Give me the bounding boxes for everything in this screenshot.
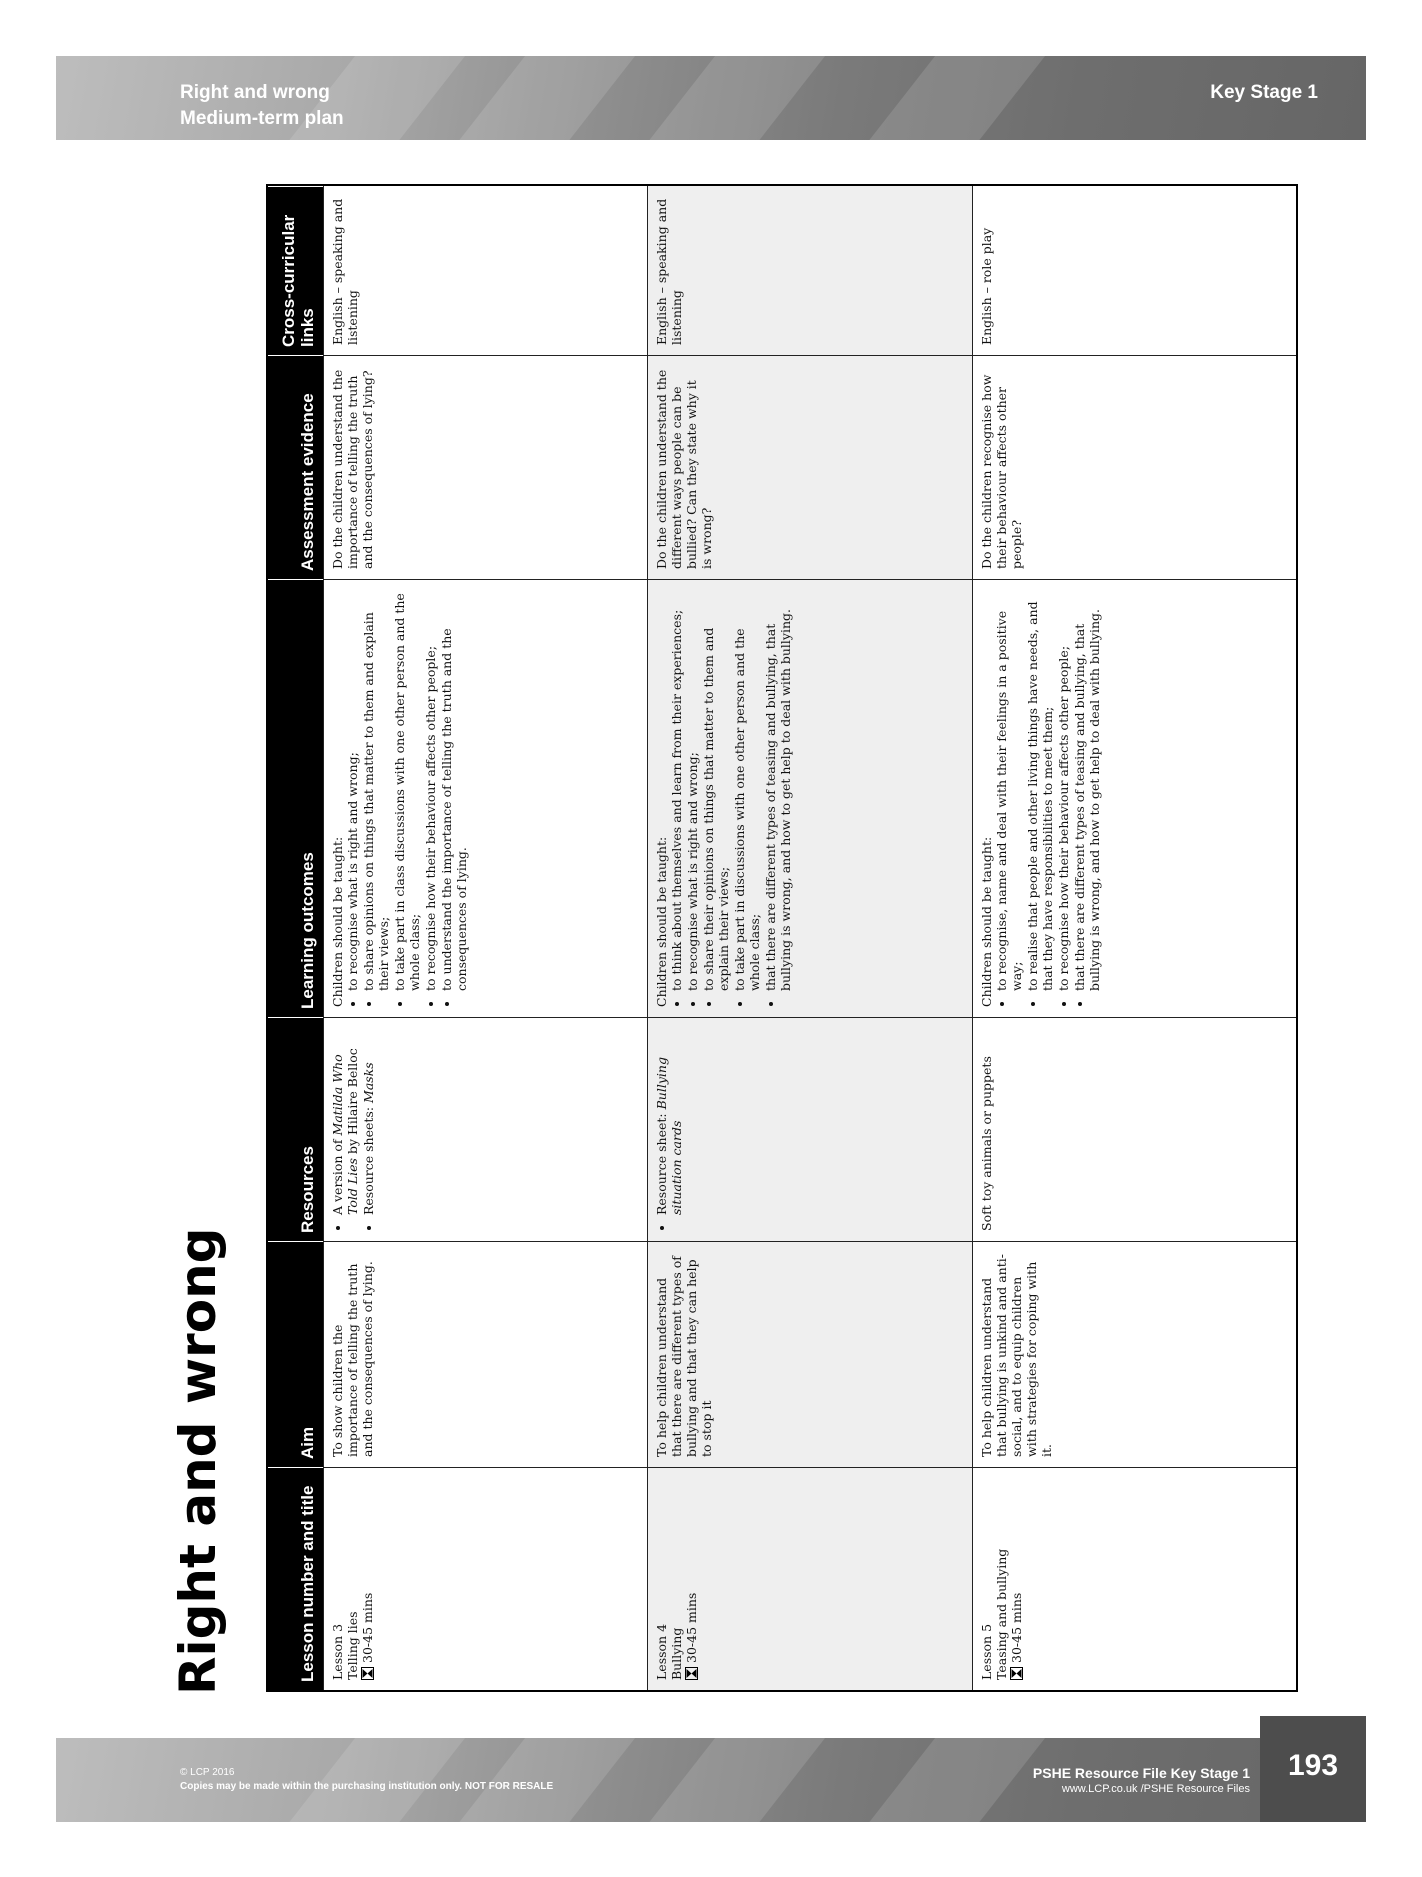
outcome-item: • that there are different types of teasing and bullying, that bullying is wrong, and how to get help to deal with bullying. bbox=[763, 590, 793, 991]
outcome-item: • to understand the importance of telling the truth and the consequences of lying. bbox=[439, 590, 469, 991]
duration-text: 30-45 mins bbox=[360, 1592, 375, 1663]
outcomes-intro: Children should be taught: bbox=[654, 836, 670, 1007]
column-header-lesson: Lesson number and title bbox=[268, 1467, 323, 1690]
outcome-item: • to share their opinions on things that matter to them and explain their views; bbox=[701, 590, 731, 991]
outcome-item: • to recognise how their behaviour affects other people; bbox=[423, 590, 438, 991]
aim-cell: To help children understand that there are different types of bullying and that they can help to stop it bbox=[647, 1241, 971, 1467]
resources-cell bbox=[647, 1017, 971, 1241]
outcome-item: • to take part in class discussions with one other person and the whole class; bbox=[392, 590, 422, 991]
outcome-item: • to share opinions on things that matter to them and explain their views; bbox=[361, 590, 391, 991]
copyright-text: © LCP 2016 bbox=[180, 1767, 235, 1778]
column-header-cross-curricular-links: Cross-curricular links bbox=[268, 186, 323, 355]
column-header-assessment-evidence: Assessment evidence bbox=[268, 355, 323, 579]
duration-text: 30-45 mins bbox=[1008, 1592, 1024, 1663]
resource-item: • Resource sheet: Bullying situation cards bbox=[654, 1028, 684, 1215]
outcomes-intro: Children should be taught: bbox=[978, 836, 994, 1007]
links-cell: English – speaking and listening bbox=[323, 186, 647, 355]
lesson-duration bbox=[360, 1478, 375, 1680]
column-header-learning-outcomes: Learning outcomes bbox=[268, 579, 323, 1017]
outcome-item: • to recognise how their behaviour affects other people; bbox=[1056, 590, 1071, 991]
outcome-item: • to realise that people and other living things have needs, and that they have responsibilities to meet them; bbox=[1025, 590, 1055, 991]
header-key-stage: Key Stage 1 bbox=[1210, 82, 1318, 103]
publication-title: PSHE Resource File Key Stage 1 bbox=[1032, 1765, 1250, 1781]
outcome-item: • to recognise what is right and wrong; bbox=[685, 590, 700, 991]
outcome-item: • to think about themselves and learn from their experiences; bbox=[669, 590, 684, 991]
column-header-aim: Aim bbox=[268, 1241, 323, 1467]
resources-cell bbox=[323, 1017, 647, 1241]
resources-cell: Soft toy animals or puppets bbox=[972, 1017, 1296, 1241]
lesson-title: Telling lies bbox=[345, 1611, 360, 1680]
lesson-duration bbox=[1009, 1478, 1024, 1680]
duration-text: 30-45 mins bbox=[684, 1592, 700, 1663]
learning-outcomes-cell bbox=[972, 579, 1296, 1017]
lesson-duration bbox=[684, 1478, 699, 1680]
page-title: Right and wrong bbox=[169, 1227, 227, 1695]
page-number: 193 bbox=[1260, 1716, 1366, 1822]
lesson-number: Lesson 4 bbox=[654, 1623, 670, 1680]
resource-item: • Resource sheets: Masks bbox=[361, 1028, 376, 1215]
lesson-cell bbox=[647, 1467, 971, 1690]
links-cell: English – role play bbox=[972, 186, 1296, 355]
lesson-title: Bullying bbox=[669, 1627, 685, 1680]
aim-cell: To help children understand that bullying is unkind and anti-social, and to equip children with strategies for coping with it. bbox=[972, 1241, 1296, 1467]
hourglass-icon bbox=[1010, 1667, 1023, 1680]
medium-term-plan-table bbox=[266, 184, 1298, 1692]
outcome-item: • to take part in discussions with one other person and the whole class; bbox=[732, 590, 762, 991]
publication-url: www.LCP.co.uk /PSHE Resource Files bbox=[1061, 1783, 1250, 1795]
assessment-cell: Do the children understand the importance of telling the truth and the consequences of lying? bbox=[323, 355, 647, 579]
lesson-cell bbox=[323, 1467, 647, 1690]
lesson-cell bbox=[972, 1467, 1296, 1690]
copy-notice: Copies may be made within the purchasing institution only. NOT FOR RESALE bbox=[180, 1781, 554, 1792]
hourglass-icon bbox=[361, 1667, 374, 1680]
footer-copyright-block bbox=[180, 1766, 553, 1794]
header-title-line2: Medium-term plan bbox=[180, 108, 344, 129]
header-title bbox=[180, 80, 344, 132]
footer-publication-block bbox=[1033, 1764, 1250, 1796]
assessment-cell: Do the children recognise how their behaviour affects other people? bbox=[972, 355, 1296, 579]
outcome-item: • to recognise what is right and wrong; bbox=[345, 590, 360, 991]
links-cell: English – speaking and listening bbox=[647, 186, 971, 355]
lesson-number: Lesson 5 bbox=[978, 1623, 994, 1680]
aim-cell: To show children the importance of telling the truth and the consequences of lying. bbox=[323, 1241, 647, 1467]
lesson-title: Teasing and bullying bbox=[993, 1548, 1009, 1680]
rotated-page-content bbox=[170, 180, 1300, 1700]
outcomes-intro: Children should be taught: bbox=[330, 836, 345, 1007]
learning-outcomes-cell bbox=[323, 579, 647, 1017]
outcome-item: • that there are different types of teasing and bullying, that bullying is wrong, and how to get help to deal with bullying. bbox=[1072, 590, 1102, 991]
hourglass-icon bbox=[685, 1667, 698, 1680]
assessment-cell: Do the children understand the different ways people can be bullied? Can they state why it is wrong? bbox=[647, 355, 971, 579]
column-header-resources: Resources bbox=[268, 1017, 323, 1241]
outcome-item: • to recognise, name and deal with their feelings in a positive way; bbox=[994, 590, 1024, 991]
lesson-number: Lesson 3 bbox=[330, 1623, 345, 1680]
header-title-line1: Right and wrong bbox=[180, 82, 330, 103]
learning-outcomes-cell bbox=[647, 579, 971, 1017]
resource-item: • A version of Matilda Who Told Lies by Hilaire Belloc bbox=[330, 1028, 360, 1215]
